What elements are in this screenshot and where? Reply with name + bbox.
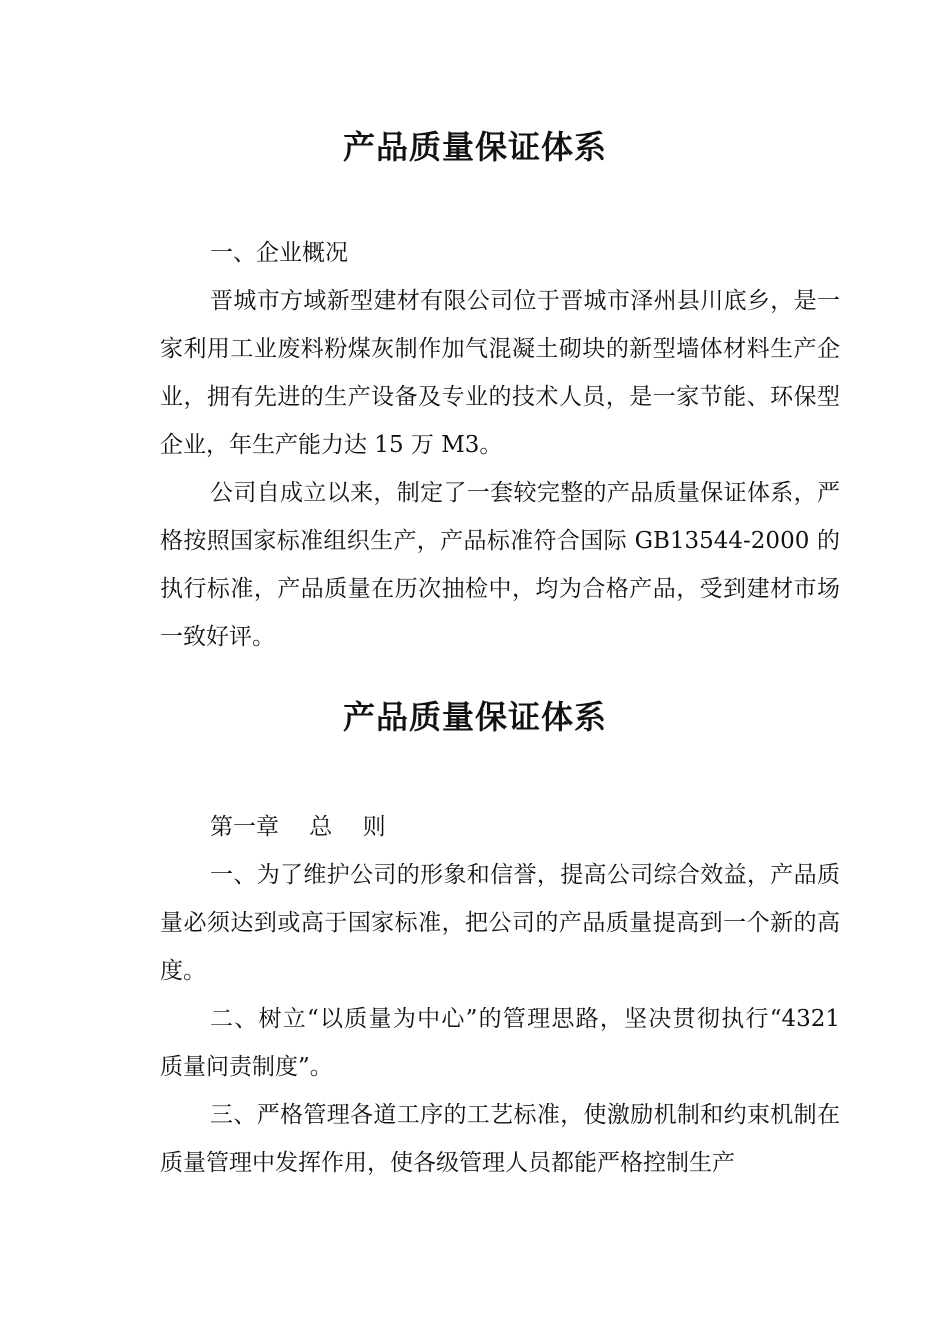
chapter-heading-general: 第一章 总 则	[210, 814, 386, 840]
document-title: 产品质量保证体系	[342, 128, 607, 166]
article-2: 二、树立“以质量为中心”的管理思路，坚决贯彻执行“4321 质量问责制度”。	[160, 1006, 840, 1080]
article-3: 三、严格管理各道工序的工艺标准，使激励机制和约束机制在质量管理中发挥作用，使各级管理人员都能严格控制生产	[160, 1102, 840, 1176]
paragraph-quality-system: 公司自成立以来，制定了一套较完整的产品质量保证体系，严格按照国家标准组织生产，产品标准符合国际 GB13544-2000 的执行标准，产品质量在历次抽检中，均为合格产品，受到建材市场一致好评。	[160, 480, 840, 650]
document-title-repeat: 产品质量保证体系	[342, 698, 607, 736]
paragraph-company-intro: 晋城市方域新型建材有限公司位于晋城市泽州县川底乡，是一家利用工业废料粉煤灰制作加气混凝土砌块的新型墙体材料生产企业，拥有先进的生产设备及专业的技术人员，是一家节能、环保型企业，年生产能力达 15 万 M3。	[160, 288, 840, 458]
section-heading-company-overview: 一、企业概况	[210, 240, 348, 266]
article-1: 一、为了维护公司的形象和信誉，提高公司综合效益，产品质量必须达到或高于国家标准，把公司的产品质量提高到一个新的高度。	[160, 862, 840, 984]
